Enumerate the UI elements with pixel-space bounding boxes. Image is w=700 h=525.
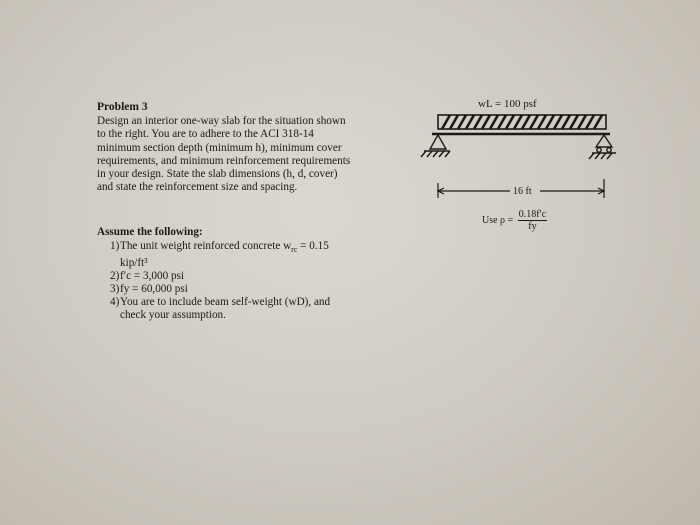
description-line: minimum section depth (minimum h), minimum cover	[97, 141, 342, 154]
span-label: 16 ft	[513, 186, 532, 197]
description-line: to the right. You are to adhere to the ACI 318-14	[97, 128, 314, 141]
item-number: 3)	[110, 283, 120, 296]
assumption-item	[97, 270, 417, 283]
load-label: wL = 100 psf	[478, 98, 537, 110]
rho-denominator: fy	[528, 221, 537, 232]
assumption-text-cont: check your assumption.	[120, 309, 226, 322]
item-number: 2)	[110, 269, 120, 282]
problem-statement	[97, 101, 417, 194]
item-number: 1)	[110, 240, 120, 253]
subscript: rc	[291, 245, 298, 255]
description-line: and state the reinforcement size and spacing.	[97, 181, 298, 194]
assumptions-title: Assume the following:	[97, 226, 203, 238]
roller-support-icon	[589, 135, 616, 159]
item-number: 4)	[110, 296, 120, 309]
assumption-unit: kip/ft³	[120, 256, 148, 269]
description-line: Design an interior one-way slab for the situation shown	[97, 115, 346, 128]
beam-diagram	[410, 95, 620, 265]
distributed-load-icon	[438, 115, 606, 129]
pin-support-icon	[421, 135, 450, 157]
problem-title: Problem 3	[97, 101, 148, 113]
assumption-text: You are to include beam self-weight (wD), and	[120, 296, 331, 309]
assumption-text: f′c = 3,000 psi	[120, 269, 185, 282]
rho-formula	[482, 209, 547, 232]
problem-description	[97, 115, 417, 194]
rho-prefix: Use ρ =	[482, 214, 514, 226]
assumption-item	[97, 240, 417, 270]
assumption-item	[97, 283, 417, 296]
assumptions-list	[97, 240, 417, 322]
assumption-text: fy = 60,000 psi	[120, 283, 188, 296]
assumption-item	[97, 296, 417, 322]
description-line: requirements, and minimum reinforcement requirements	[97, 154, 351, 167]
rho-numerator: 0.18f′c	[518, 209, 547, 220]
assumption-text: The unit weight reinforced concrete w	[120, 240, 292, 253]
description-line: in your design. State the slab dimensions (h, d, cover)	[97, 168, 338, 181]
assumption-value: = 0.15	[297, 240, 329, 253]
assumptions-block	[97, 226, 417, 323]
rho-fraction	[518, 209, 547, 232]
